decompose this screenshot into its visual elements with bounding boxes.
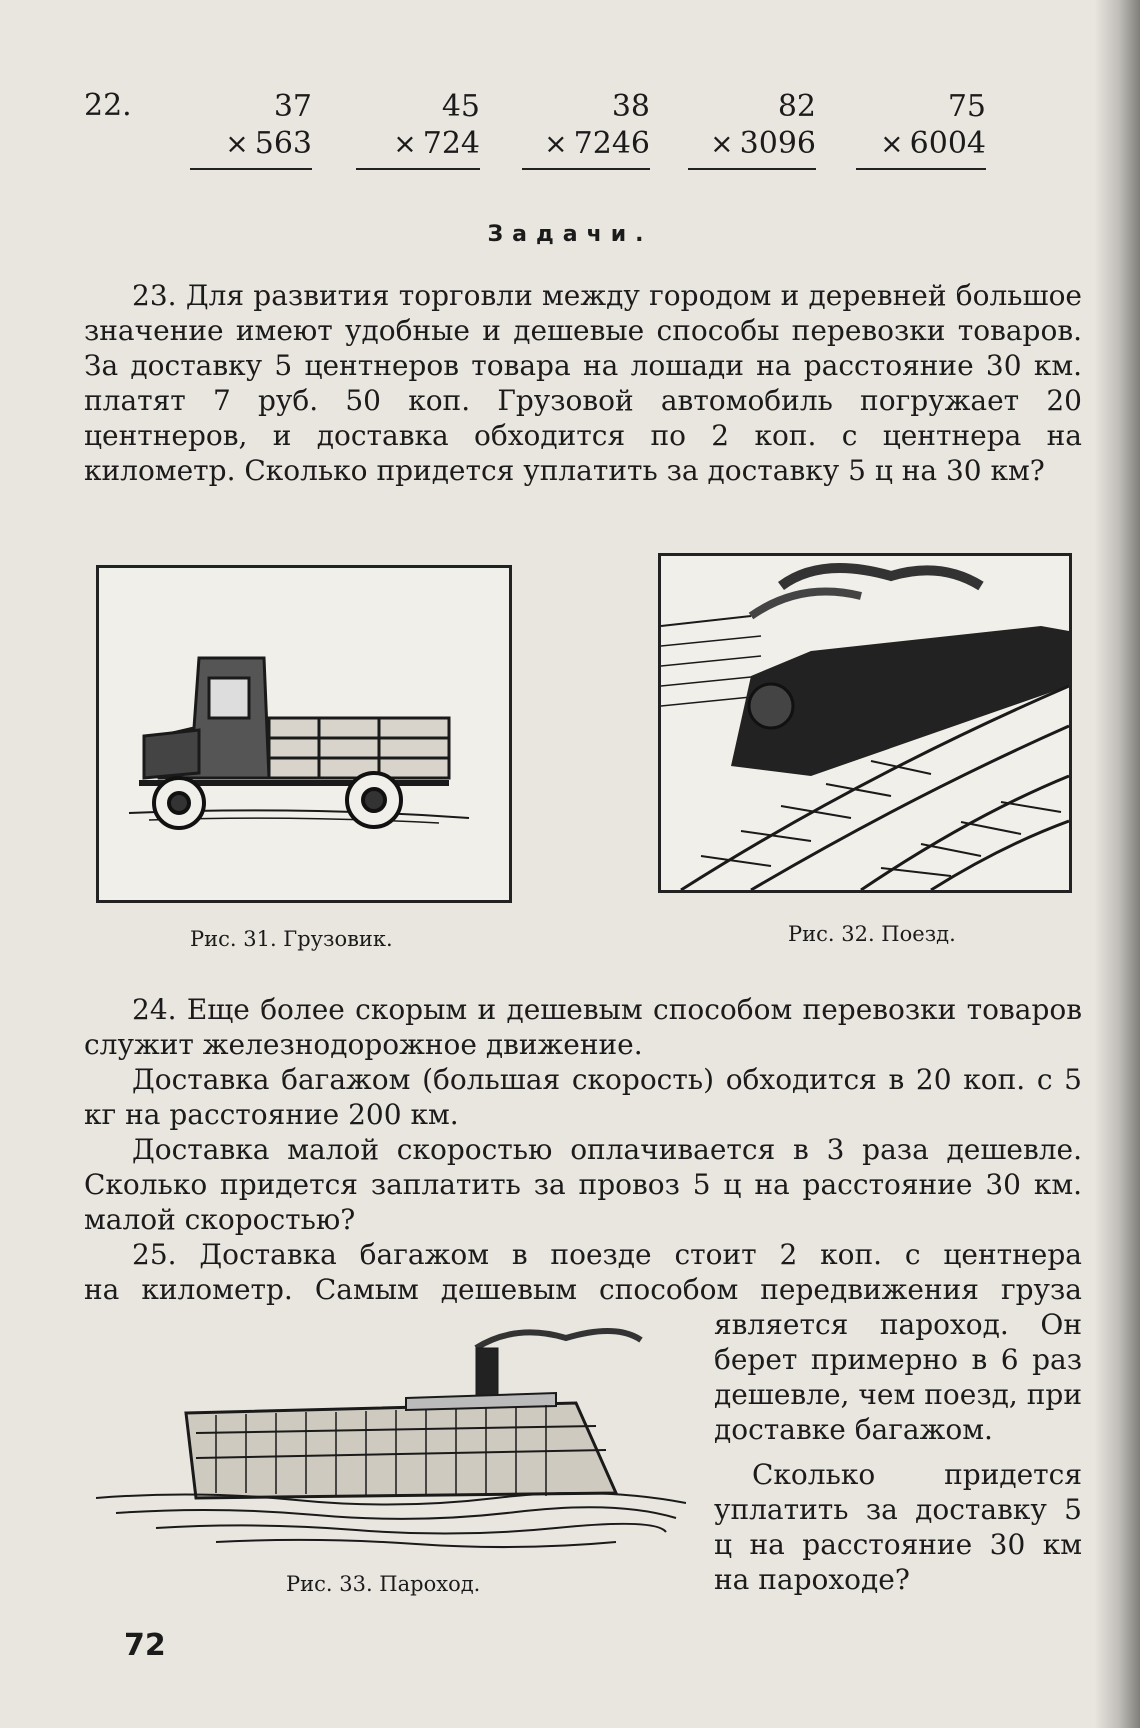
mult-1-rule [190,168,312,170]
mult-2-top: 45 [441,89,480,124]
figure-33-caption: Рис. 33. Пароход. [286,1572,481,1596]
mult-2-bottom: 724 [422,126,480,161]
mult-1-bottom: 563 [254,126,312,161]
mult-4-bottom: 3096 [739,126,816,161]
figure-train [658,553,1072,893]
mult-1-top: 37 [273,89,312,124]
problem-25-line-1: 25. Доставка багажом в поезде стоит 2 коп. с центнера [132,1238,1082,1271]
page-edge-shadow [1094,0,1140,1728]
multiply-sign: × [880,127,904,160]
mult-4-top: 82 [777,89,816,124]
multiply-sign: × [225,127,249,160]
mult-problem-2 [356,88,480,170]
multiply-sign: × [544,127,568,160]
exercise-22-number: 22. [84,88,132,123]
figure-steamboat [96,1318,686,1558]
mult-problem-5 [856,88,986,170]
mult-5-bottom: 6004 [909,126,986,161]
mult-4-rule [688,168,816,170]
steamboat-illustration [96,1318,686,1558]
figure-truck [96,565,512,903]
mult-5-rule [856,168,986,170]
problem-23-text: 23. Для развития торговли между городом и деревней большое значение имеют удобные и дешевые способы перевозки товаров. За доставку 5 центнеров товара на лошади на расстояние 30 км. платят 7 руб. 50 коп. Грузовой автомобиль погружает 20 центнеров, и доставка обходится по 2 коп. с центнера на километр. Сколько придется уплатить за доставку 5 ц на 30 км? [84,279,1082,487]
mult-problem-1 [190,88,312,170]
problem-25-question: Сколько придется уплатить за доставку 5 ц на расстояние 30 км на пароходе? [714,1458,1082,1596]
problem-25-line-2: на километр. Самым дешевым способом передвижения груза [84,1273,1082,1306]
mult-3-rule [522,168,650,170]
figure-32-caption: Рис. 32. Поезд. [788,922,956,946]
multiply-sign: × [710,127,734,160]
mult-3-top: 38 [611,89,650,124]
mult-3-bottom: 7246 [573,126,650,161]
multiply-sign: × [393,127,417,160]
section-heading: Задачи. [487,222,653,247]
train-illustration [661,556,1069,890]
problem-25-wrap-text: является пароход. Он берет примерно в 6 раз дешевле, чем поезд, при доставке багажом. [714,1308,1082,1446]
mult-5-top: 75 [947,89,986,124]
page-number: 72 [124,1628,166,1663]
problem-24-paragraph-2: Доставка багажом (большая скорость) обходится в 20 коп. с 5 кг на расстояние 200 км. [84,1063,1082,1131]
mult-problem-4 [688,88,816,170]
problem-24-paragraph-1: 24. Еще более скорым и дешевым способом перевозки товаров служит железнодорожное движение. [84,993,1082,1061]
figure-31-caption: Рис. 31. Грузовик. [190,927,393,951]
truck-illustration [99,568,509,900]
problem-24-paragraph-3: Доставка малой скоростью оплачивается в 3 раза дешевле. Сколько придется заплатить за провоз 5 ц на расстояние 30 км. малой скоростью? [84,1133,1082,1236]
mult-problem-3 [522,88,650,170]
mult-2-rule [356,168,480,170]
